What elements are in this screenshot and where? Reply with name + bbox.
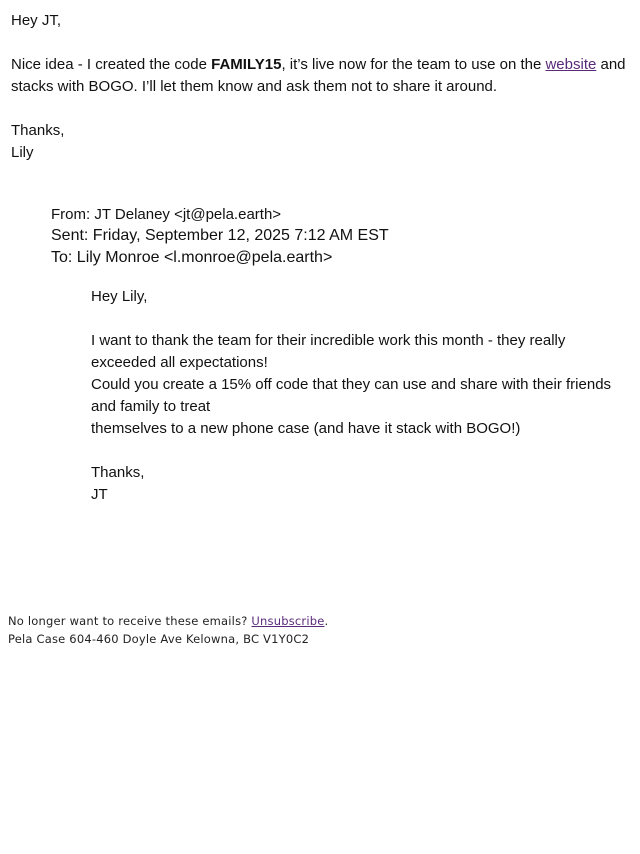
discount-code: FAMILY15 — [211, 56, 282, 73]
company-address: Pela Case 604-460 Doyle Ave Kelowna, BC V1Y0C2 — [8, 632, 310, 646]
header-to: To: Lily Monroe <l.monroe@pela.earth> — [51, 249, 333, 266]
quoted-signature: JT — [91, 486, 108, 503]
unsubscribe-link[interactable]: Unsubscribe — [251, 614, 325, 628]
reply-paragraph — [11, 54, 633, 98]
header-from: From: JT Delaney <jt@pela.earth> — [51, 206, 282, 223]
header-sent: Sent: Friday, September 12, 2025 7:12 AM EST — [51, 227, 389, 244]
email-footer — [8, 612, 632, 648]
reply-greeting: Hey JT, — [11, 12, 62, 29]
quoted-paragraph-1: I want to thank the team for their incredible work this month - they really exceeded all expectations! — [91, 332, 566, 371]
forwarded-message — [51, 204, 631, 503]
website-link[interactable]: website — [545, 56, 597, 73]
quoted-signoff: Thanks, — [91, 464, 145, 481]
quoted-greeting: Hey Lily, — [91, 288, 148, 305]
reply-signature: Lily — [11, 144, 34, 161]
unsubscribe-text: No longer want to receive these emails? — [8, 614, 252, 628]
reply-text-post: and stacks with BOGO. I’ll let them know and ask them not to share it around. — [11, 56, 626, 95]
quoted-body — [91, 286, 631, 506]
unsubscribe-line — [8, 612, 632, 630]
reply-text-mid: , it’s live now for the team to use on the — [281, 56, 546, 73]
reply-signoff: Thanks, — [11, 122, 65, 139]
quoted-paragraph-3: themselves to a new phone case (and have it stack with BOGO!) — [91, 420, 521, 437]
reply-body — [11, 10, 633, 164]
quoted-paragraph-2: Could you create a 15% off code that they can use and share with their friends and family to treat — [91, 376, 612, 415]
reply-text-pre: Nice idea - I created the code — [11, 56, 212, 73]
unsubscribe-period: . — [324, 614, 329, 628]
